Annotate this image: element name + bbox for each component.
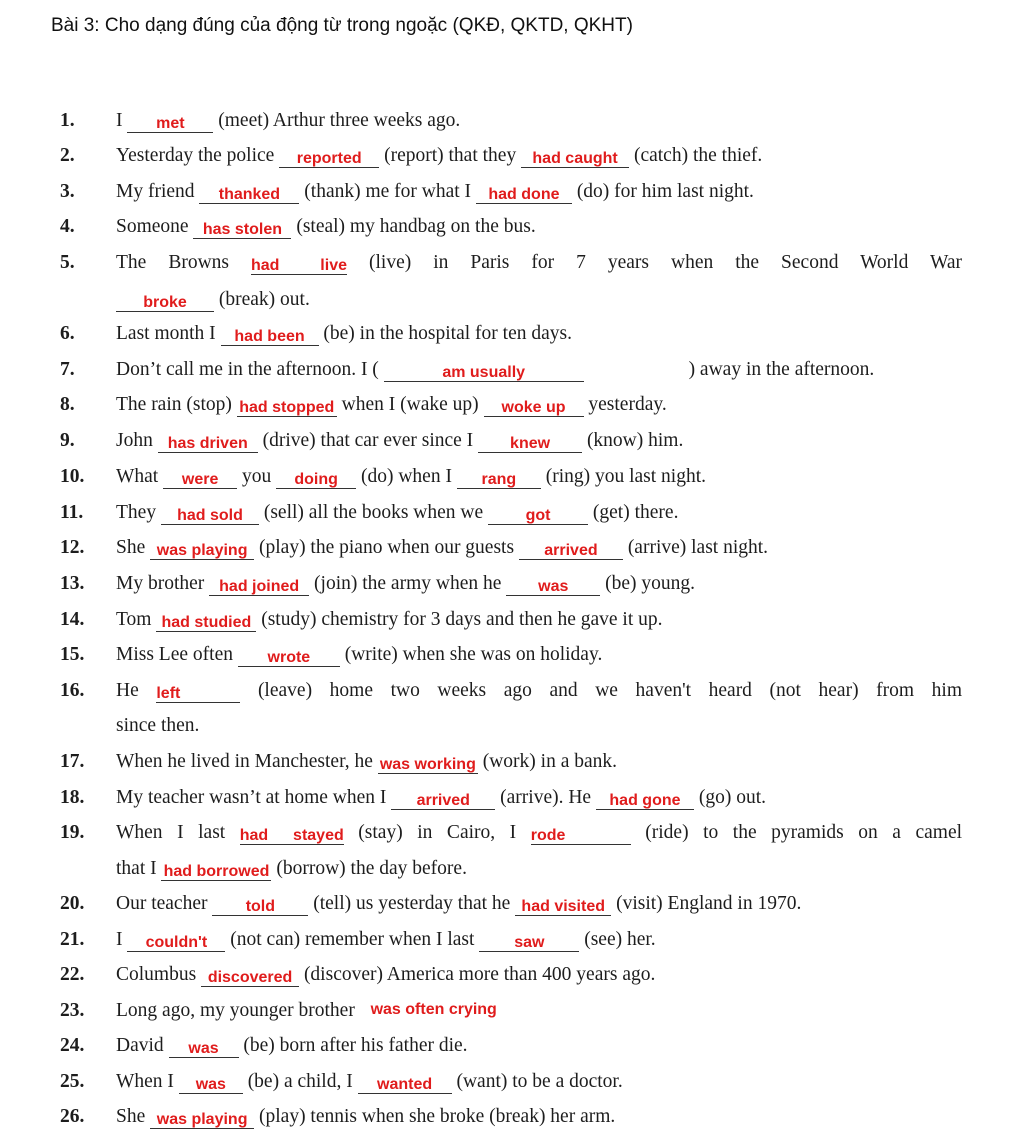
- answer-blank[interactable]: [360, 1001, 508, 1022]
- answer-blank[interactable]: [127, 930, 225, 952]
- cropped-top-line: [0, 0, 1024, 4]
- item-number: 25.: [60, 1071, 85, 1092]
- item-number: 8.: [60, 394, 75, 415]
- answer-text: was playing: [156, 1111, 248, 1128]
- sentence-text: since then.: [116, 715, 200, 736]
- sentence-text: My friend: [116, 181, 195, 202]
- answer-blank[interactable]: [251, 253, 347, 275]
- answer-text: reported: [296, 150, 362, 167]
- answer-text: has stolen: [202, 221, 283, 238]
- sentence-text: (join) the army when he: [314, 573, 502, 594]
- sentence-text: ) away in the afternoon.: [688, 359, 875, 380]
- answer-text: rang: [481, 471, 517, 488]
- sentence-text: (report) that they: [384, 145, 517, 166]
- sentence-text: The Browns: [116, 252, 229, 273]
- sentence-text: (be) a child, I: [247, 1071, 353, 1092]
- answer-text: was: [188, 1040, 219, 1057]
- exercise-row: [0, 964, 1024, 998]
- item-sentence: [116, 1106, 615, 1129]
- answer-text: saw: [514, 934, 545, 951]
- sentence-text: (steal) my handbag on the bus.: [296, 216, 536, 237]
- sentence-text: (be) young.: [605, 573, 696, 594]
- sentence-text: (go) out.: [698, 787, 766, 808]
- sentence-text: They: [116, 502, 157, 523]
- item-sentence: [116, 216, 536, 239]
- answer-text: broke: [143, 294, 187, 311]
- item-number: 11.: [60, 502, 84, 523]
- answer-blank[interactable]: [478, 431, 582, 453]
- answer-text: had gone: [609, 792, 681, 809]
- item-sentence: [116, 609, 663, 632]
- answer-blank[interactable]: [358, 1072, 452, 1094]
- exercise-row: [0, 680, 1024, 714]
- answer-text: left: [156, 685, 181, 702]
- answer-text: had sold: [177, 507, 243, 524]
- item-number: 3.: [60, 181, 75, 202]
- item-number: 19.: [60, 822, 85, 843]
- answer-text: wrote: [267, 649, 311, 666]
- item-sentence: [116, 323, 572, 346]
- item-number: 5.: [60, 252, 75, 273]
- answer-blank[interactable]: [391, 788, 495, 810]
- item-sentence: [116, 1071, 623, 1094]
- sentence-text: (ring) you last night.: [545, 466, 707, 487]
- answer-text: had studied: [161, 614, 252, 631]
- sentence-text: She: [116, 1106, 146, 1127]
- sentence-text: (arrive). He: [500, 787, 592, 808]
- sentence-text: Miss Lee often: [116, 644, 233, 665]
- item-number: 23.: [60, 1000, 85, 1021]
- item-number: 21.: [60, 929, 85, 950]
- sentence-text: when I (wake up): [341, 394, 479, 415]
- sentence-text: (borrow) the day before.: [276, 858, 467, 879]
- item-sentence: [116, 715, 199, 737]
- answer-blank[interactable]: [515, 894, 611, 916]
- sentence-text: (tell) us yesterday that he: [313, 893, 511, 914]
- answer-blank[interactable]: [279, 146, 379, 168]
- answer-blank[interactable]: [476, 182, 572, 204]
- answer-blank[interactable]: [221, 324, 319, 346]
- sentence-text: (be) born after his father die.: [243, 1035, 468, 1056]
- answer-text: am usually: [442, 364, 526, 381]
- answer-blank[interactable]: [240, 823, 344, 845]
- answer-text: knew: [510, 435, 551, 452]
- answer-blank[interactable]: [237, 395, 337, 417]
- sentence-text: (play) tennis when she broke (break) her arm.: [259, 1106, 616, 1127]
- exercise-row: [0, 430, 1024, 464]
- item-sentence: [116, 145, 762, 168]
- sentence-text: you: [241, 466, 272, 487]
- sentence-text: (do) for him last night.: [576, 181, 754, 202]
- sentence-text: Don’t call me in the afternoon. I (: [116, 359, 379, 380]
- answer-blank[interactable]: [488, 503, 588, 525]
- answer-blank[interactable]: [150, 538, 254, 560]
- answer-blank[interactable]: [163, 467, 237, 489]
- item-sentence: [116, 466, 706, 489]
- exercise-row: [0, 858, 1024, 892]
- answer-blank[interactable]: [506, 574, 600, 596]
- sentence-text: The rain (stop): [116, 394, 232, 415]
- answer-blank[interactable]: [193, 217, 291, 239]
- item-sentence: [116, 680, 962, 703]
- item-sentence: [116, 110, 460, 133]
- item-sentence: [116, 644, 602, 667]
- answer-blank[interactable]: [127, 111, 213, 133]
- item-number: 9.: [60, 430, 75, 451]
- answer-blank[interactable]: [201, 965, 299, 987]
- exercise-row: [0, 929, 1024, 963]
- item-sentence: [116, 751, 617, 774]
- answer-text: arrived: [416, 792, 470, 809]
- answer-blank[interactable]: [521, 146, 629, 168]
- exercise-row: [0, 181, 1024, 215]
- exercise-row: [0, 609, 1024, 643]
- item-number: 16.: [60, 680, 85, 701]
- item-sentence: [116, 893, 801, 916]
- answer-blank[interactable]: [531, 823, 631, 845]
- answer-text: had been: [234, 328, 305, 345]
- item-sentence: [116, 394, 667, 417]
- answer-blank[interactable]: [169, 1036, 239, 1058]
- exercise-row: [0, 573, 1024, 607]
- answer-blank[interactable]: [179, 1072, 243, 1094]
- item-sentence: [116, 964, 655, 987]
- answer-text: had visited: [521, 898, 605, 915]
- exercise-row: [0, 715, 1024, 749]
- sentence-text: (be) in the hospital for ten days.: [323, 323, 572, 344]
- answer-blank[interactable]: [209, 574, 309, 596]
- item-number: 15.: [60, 644, 85, 665]
- sentence-text: Long ago, my younger brother: [116, 1000, 355, 1021]
- item-number: 2.: [60, 145, 75, 166]
- answer-text: was playing: [156, 542, 248, 559]
- answer-text: was often crying: [370, 1001, 497, 1018]
- answer-text: wanted: [377, 1076, 433, 1093]
- sentence-text: When I: [116, 1071, 174, 1092]
- answer-blank[interactable]: [596, 788, 694, 810]
- sentence-text: John: [116, 430, 153, 451]
- answer-blank[interactable]: [212, 894, 308, 916]
- answer-blank[interactable]: [378, 752, 478, 774]
- sentence-text: I: [116, 929, 123, 950]
- item-sentence: [116, 502, 678, 525]
- sentence-text: I: [116, 110, 123, 131]
- answer-blank[interactable]: [484, 395, 584, 417]
- answer-blank[interactable]: [116, 290, 214, 312]
- exercise-row: [0, 359, 1024, 393]
- answer-blank[interactable]: [156, 681, 240, 703]
- exercise-row: [0, 537, 1024, 571]
- sentence-text: (do) when I: [360, 466, 452, 487]
- answer-text: rode: [530, 827, 566, 844]
- answer-text: had joined: [219, 578, 300, 595]
- item-number: 24.: [60, 1035, 85, 1056]
- exercise-row: [0, 787, 1024, 821]
- answer-text: had live: [250, 257, 347, 274]
- answer-blank[interactable]: [150, 1107, 254, 1129]
- sentence-text: (visit) England in 1970.: [616, 893, 802, 914]
- exercise-title: Bài 3: Cho dạng đúng của động từ trong ngoặc (QKĐ, QKTD, QKHT): [51, 15, 633, 36]
- sentence-text: Tom: [116, 609, 152, 630]
- answer-blank[interactable]: [384, 360, 584, 382]
- answer-text: had done: [488, 186, 560, 203]
- item-sentence: [116, 573, 695, 596]
- answer-text: couldn't: [145, 934, 208, 951]
- sentence-text: (stay) in Cairo, I: [358, 822, 517, 843]
- sentence-text: (work) in a bank.: [482, 751, 618, 772]
- exercise-row: [0, 502, 1024, 536]
- item-sentence: [116, 929, 656, 952]
- sentence-text: (study) chemistry for 3 days and then he gave it up.: [261, 609, 663, 630]
- answer-blank[interactable]: [479, 930, 579, 952]
- item-number: 26.: [60, 1106, 85, 1127]
- answer-blank[interactable]: [276, 467, 356, 489]
- sentence-text: (meet) Arthur three weeks ago.: [218, 110, 461, 131]
- item-sentence: [116, 537, 768, 560]
- answer-text: discovered: [207, 969, 293, 986]
- sentence-text: David: [116, 1035, 164, 1056]
- sentence-text: Our teacher: [116, 893, 208, 914]
- item-number: 17.: [60, 751, 85, 772]
- sentence-text: (want) to be a doctor.: [456, 1071, 623, 1092]
- answer-text: told: [245, 898, 276, 915]
- answer-text: arrived: [544, 542, 598, 559]
- exercise-row: [0, 893, 1024, 927]
- answer-text: had caught: [532, 150, 618, 167]
- answer-blank[interactable]: [158, 431, 258, 453]
- sentence-text: (live) in Paris for 7 years when the Second World War: [368, 252, 962, 273]
- exercise-row: [0, 1106, 1024, 1140]
- sentence-text: (ride) to the pyramids on a camel: [645, 822, 963, 843]
- exercise-row: [0, 216, 1024, 250]
- answer-text: was: [538, 578, 569, 595]
- answer-text: were: [181, 471, 219, 488]
- item-number: 22.: [60, 964, 85, 985]
- sentence-text: (break) out.: [218, 289, 310, 310]
- answer-text: woke up: [501, 399, 566, 416]
- exercise-row: [0, 466, 1024, 500]
- item-number: 1.: [60, 110, 75, 131]
- sentence-text: (thank) me for what I: [304, 181, 472, 202]
- sentence-text: Someone: [116, 216, 189, 237]
- sentence-text: (leave) home two weeks ago and we haven't heard (not hear) from him: [257, 680, 963, 701]
- item-number: 18.: [60, 787, 85, 808]
- exercise-row: [0, 323, 1024, 357]
- item-sentence: [116, 430, 683, 453]
- exercise-row: [0, 1071, 1024, 1105]
- exercise-row: [0, 394, 1024, 428]
- answer-blank[interactable]: [199, 182, 299, 204]
- sentence-text: (discover) America more than 400 years ago.: [303, 964, 656, 985]
- answer-text: was: [195, 1076, 226, 1093]
- sentence-text: (see) her.: [584, 929, 656, 950]
- answer-blank[interactable]: [238, 645, 340, 667]
- sentence-text: My teacher wasn’t at home when I: [116, 787, 387, 808]
- item-sentence: [116, 289, 310, 312]
- sentence-text: (catch) the thief.: [633, 145, 763, 166]
- answer-blank[interactable]: [161, 503, 259, 525]
- exercise-row: [0, 1000, 1024, 1034]
- sentence-text: (arrive) last night.: [627, 537, 769, 558]
- sentence-text: (get) there.: [592, 502, 679, 523]
- sentence-text: (drive) that car ever since I: [262, 430, 474, 451]
- sentence-text: (write) when she was on holiday.: [344, 644, 603, 665]
- item-number: 14.: [60, 609, 85, 630]
- item-number: 12.: [60, 537, 85, 558]
- answer-text: had borrowed: [163, 863, 270, 880]
- answer-text: doing: [294, 471, 338, 488]
- sentence-text: When I last: [116, 822, 226, 843]
- item-number: 10.: [60, 466, 85, 487]
- exercise-row: [0, 145, 1024, 179]
- sentence-text: Last month I: [116, 323, 216, 344]
- item-number: 20.: [60, 893, 85, 914]
- item-sentence: [116, 252, 962, 275]
- answer-blank[interactable]: [156, 610, 256, 632]
- sentence-text: Yesterday the police: [116, 145, 275, 166]
- item-sentence: [116, 822, 962, 845]
- sentence-text: Columbus: [116, 964, 197, 985]
- sentence-text: (sell) all the books when we: [263, 502, 484, 523]
- answer-text: had stopped: [239, 399, 335, 416]
- item-number: 13.: [60, 573, 85, 594]
- sentence-text: She: [116, 537, 146, 558]
- answer-text: got: [525, 507, 551, 524]
- item-number: 7.: [60, 359, 75, 380]
- answer-text: had stayed: [239, 827, 344, 844]
- answer-blank[interactable]: [457, 467, 541, 489]
- sentence-text: yesterday.: [588, 394, 667, 415]
- item-sentence: [116, 858, 467, 881]
- sentence-text: My brother: [116, 573, 205, 594]
- sentence-text: He: [116, 680, 139, 701]
- answer-text: thanked: [218, 186, 281, 203]
- item-sentence: [116, 359, 874, 382]
- answer-blank[interactable]: [161, 859, 271, 881]
- answer-text: met: [156, 115, 185, 132]
- sentence-text: (not can) remember when I last: [230, 929, 475, 950]
- exercise-row: [0, 644, 1024, 678]
- exercise-row: [0, 110, 1024, 144]
- answer-blank[interactable]: [519, 538, 623, 560]
- item-sentence: [116, 1035, 468, 1058]
- exercise-row: [0, 822, 1024, 856]
- sentence-text: (know) him.: [586, 430, 684, 451]
- exercise-row: [0, 252, 1024, 286]
- item-sentence: [116, 181, 754, 204]
- answer-text: was working: [379, 756, 476, 773]
- exercise-row: [0, 1035, 1024, 1069]
- exercise-row: [0, 751, 1024, 785]
- exercise-row: [0, 289, 1024, 323]
- item-sentence: [116, 787, 766, 810]
- item-sentence: [116, 1000, 508, 1022]
- item-number: 4.: [60, 216, 75, 237]
- sentence-text: When he lived in Manchester, he: [116, 751, 373, 772]
- item-number: 6.: [60, 323, 75, 344]
- answer-text: has driven: [167, 435, 248, 452]
- sentence-text: (play) the piano when our guests: [259, 537, 515, 558]
- sentence-text: that I: [116, 858, 157, 879]
- sentence-text: What: [116, 466, 159, 487]
